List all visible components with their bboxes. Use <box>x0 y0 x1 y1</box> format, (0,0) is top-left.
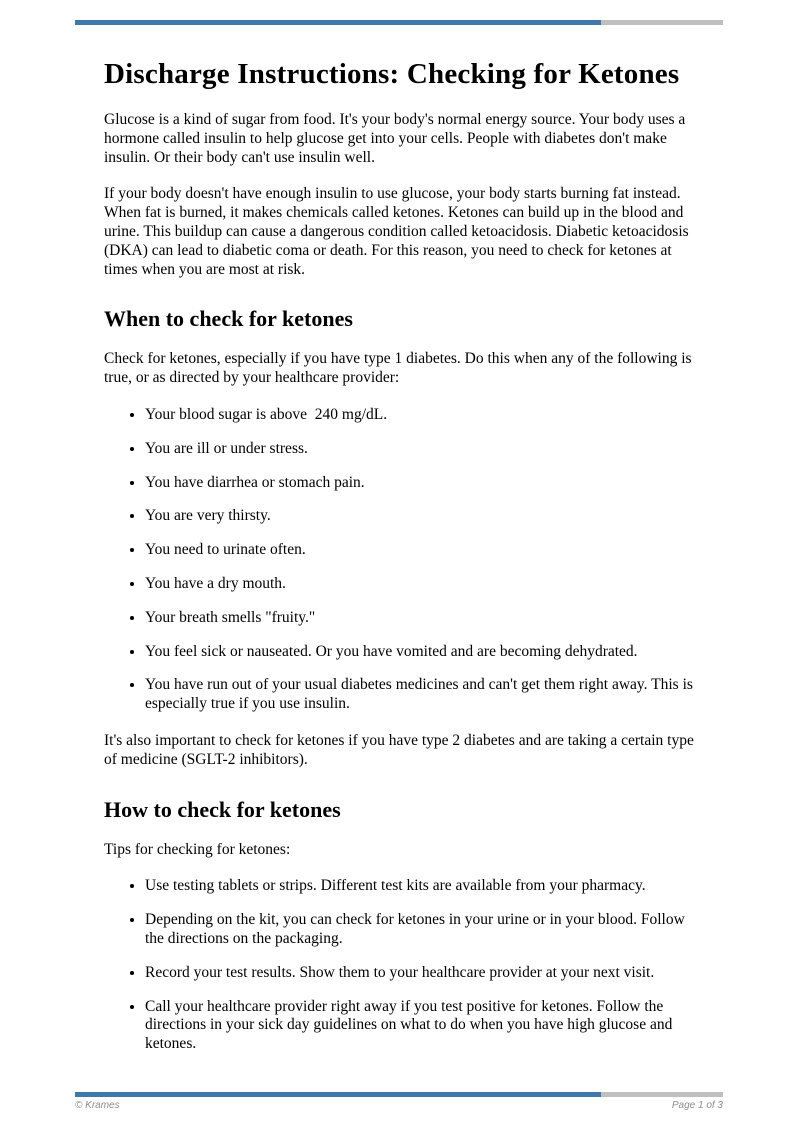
list-item: • Call your healthcare provider right away if you test positive for ketones. Follow the directions in your sick day guidelines on what to do when you have high glucose and ketones. <box>145 998 696 1054</box>
section-intro: Tips for checking for ketones: <box>104 840 291 858</box>
section-intro: Check for ketones, especially if you have type 1 diabetes. Do this when any of the following is true, or as directed by your healthcare provider: <box>104 350 696 387</box>
list-item: • You have a dry mouth. <box>145 575 696 594</box>
page-indicator: Page 1 of 3 <box>671 1100 723 1111</box>
section-when-to-check <box>104 306 696 769</box>
list-item: • You are ill or under stress. <box>145 440 696 459</box>
intro-paragraph: If your body doesn't have enough insulin to use glucose, your body starts burning fat instead. When fat is burned, it makes chemicals called ketones. Ketones can build up in the blood and urine. This buildup can cause a dangerous condition called ketoacidosis. Diabetic ketoacidosis (DKA) can lead to diabetic coma or death. For this reason, you need to check for ketones at times when you are most at risk. <box>104 185 693 278</box>
list-item: • You feel sick or nauseated. Or you have vomited and are becoming dehydrated. <box>145 643 696 662</box>
bottom-divider-bar <box>75 1092 723 1097</box>
list-item: • Use testing tablets or strips. Different test kits are available from your pharmacy. <box>145 877 696 896</box>
divider-blue-segment <box>75 1092 601 1097</box>
footer-row <box>75 1100 723 1111</box>
divider-gray-segment <box>601 1092 723 1097</box>
copyright: © Krames <box>75 1100 120 1111</box>
how-bullet-list <box>104 877 696 1054</box>
page-title: Discharge Instructions: Checking for Ketones <box>104 58 680 90</box>
document-content <box>104 0 696 1072</box>
section-heading: When to check for ketones <box>104 306 353 332</box>
section-outro: It's also important to check for ketones if you have type 2 diabetes and are taking a certain type of medicine (SGLT-2 inhibitors). <box>104 731 698 768</box>
list-item: • You need to urinate often. <box>145 541 696 560</box>
list-item: • You are very thirsty. <box>145 507 696 526</box>
when-bullet-list <box>104 406 696 714</box>
list-item: • Your breath smells "fruity." <box>145 609 696 628</box>
list-item: • Record your test results. Show them to your healthcare provider at your next visit. <box>145 964 696 983</box>
page-footer <box>75 1092 723 1111</box>
list-item: • You have run out of your usual diabetes medicines and can't get them right away. This is especially true if you use insulin. <box>145 676 696 714</box>
list-item: • You have diarrhea or stomach pain. <box>145 474 696 493</box>
section-how-to-check <box>104 797 696 1054</box>
intro-paragraph: Glucose is a kind of sugar from food. It's your body's normal energy source. Your body uses a hormone called insulin to help glucose get into your cells. People with diabetes don't make insulin. Or their body can't use insulin well. <box>104 111 690 166</box>
list-item: • Your blood sugar is above 240 mg/dL. <box>145 406 696 425</box>
list-item: • Depending on the kit, you can check for ketones in your urine or in your blood. Follow the directions on the packaging. <box>145 911 696 949</box>
section-heading: How to check for ketones <box>104 796 341 822</box>
